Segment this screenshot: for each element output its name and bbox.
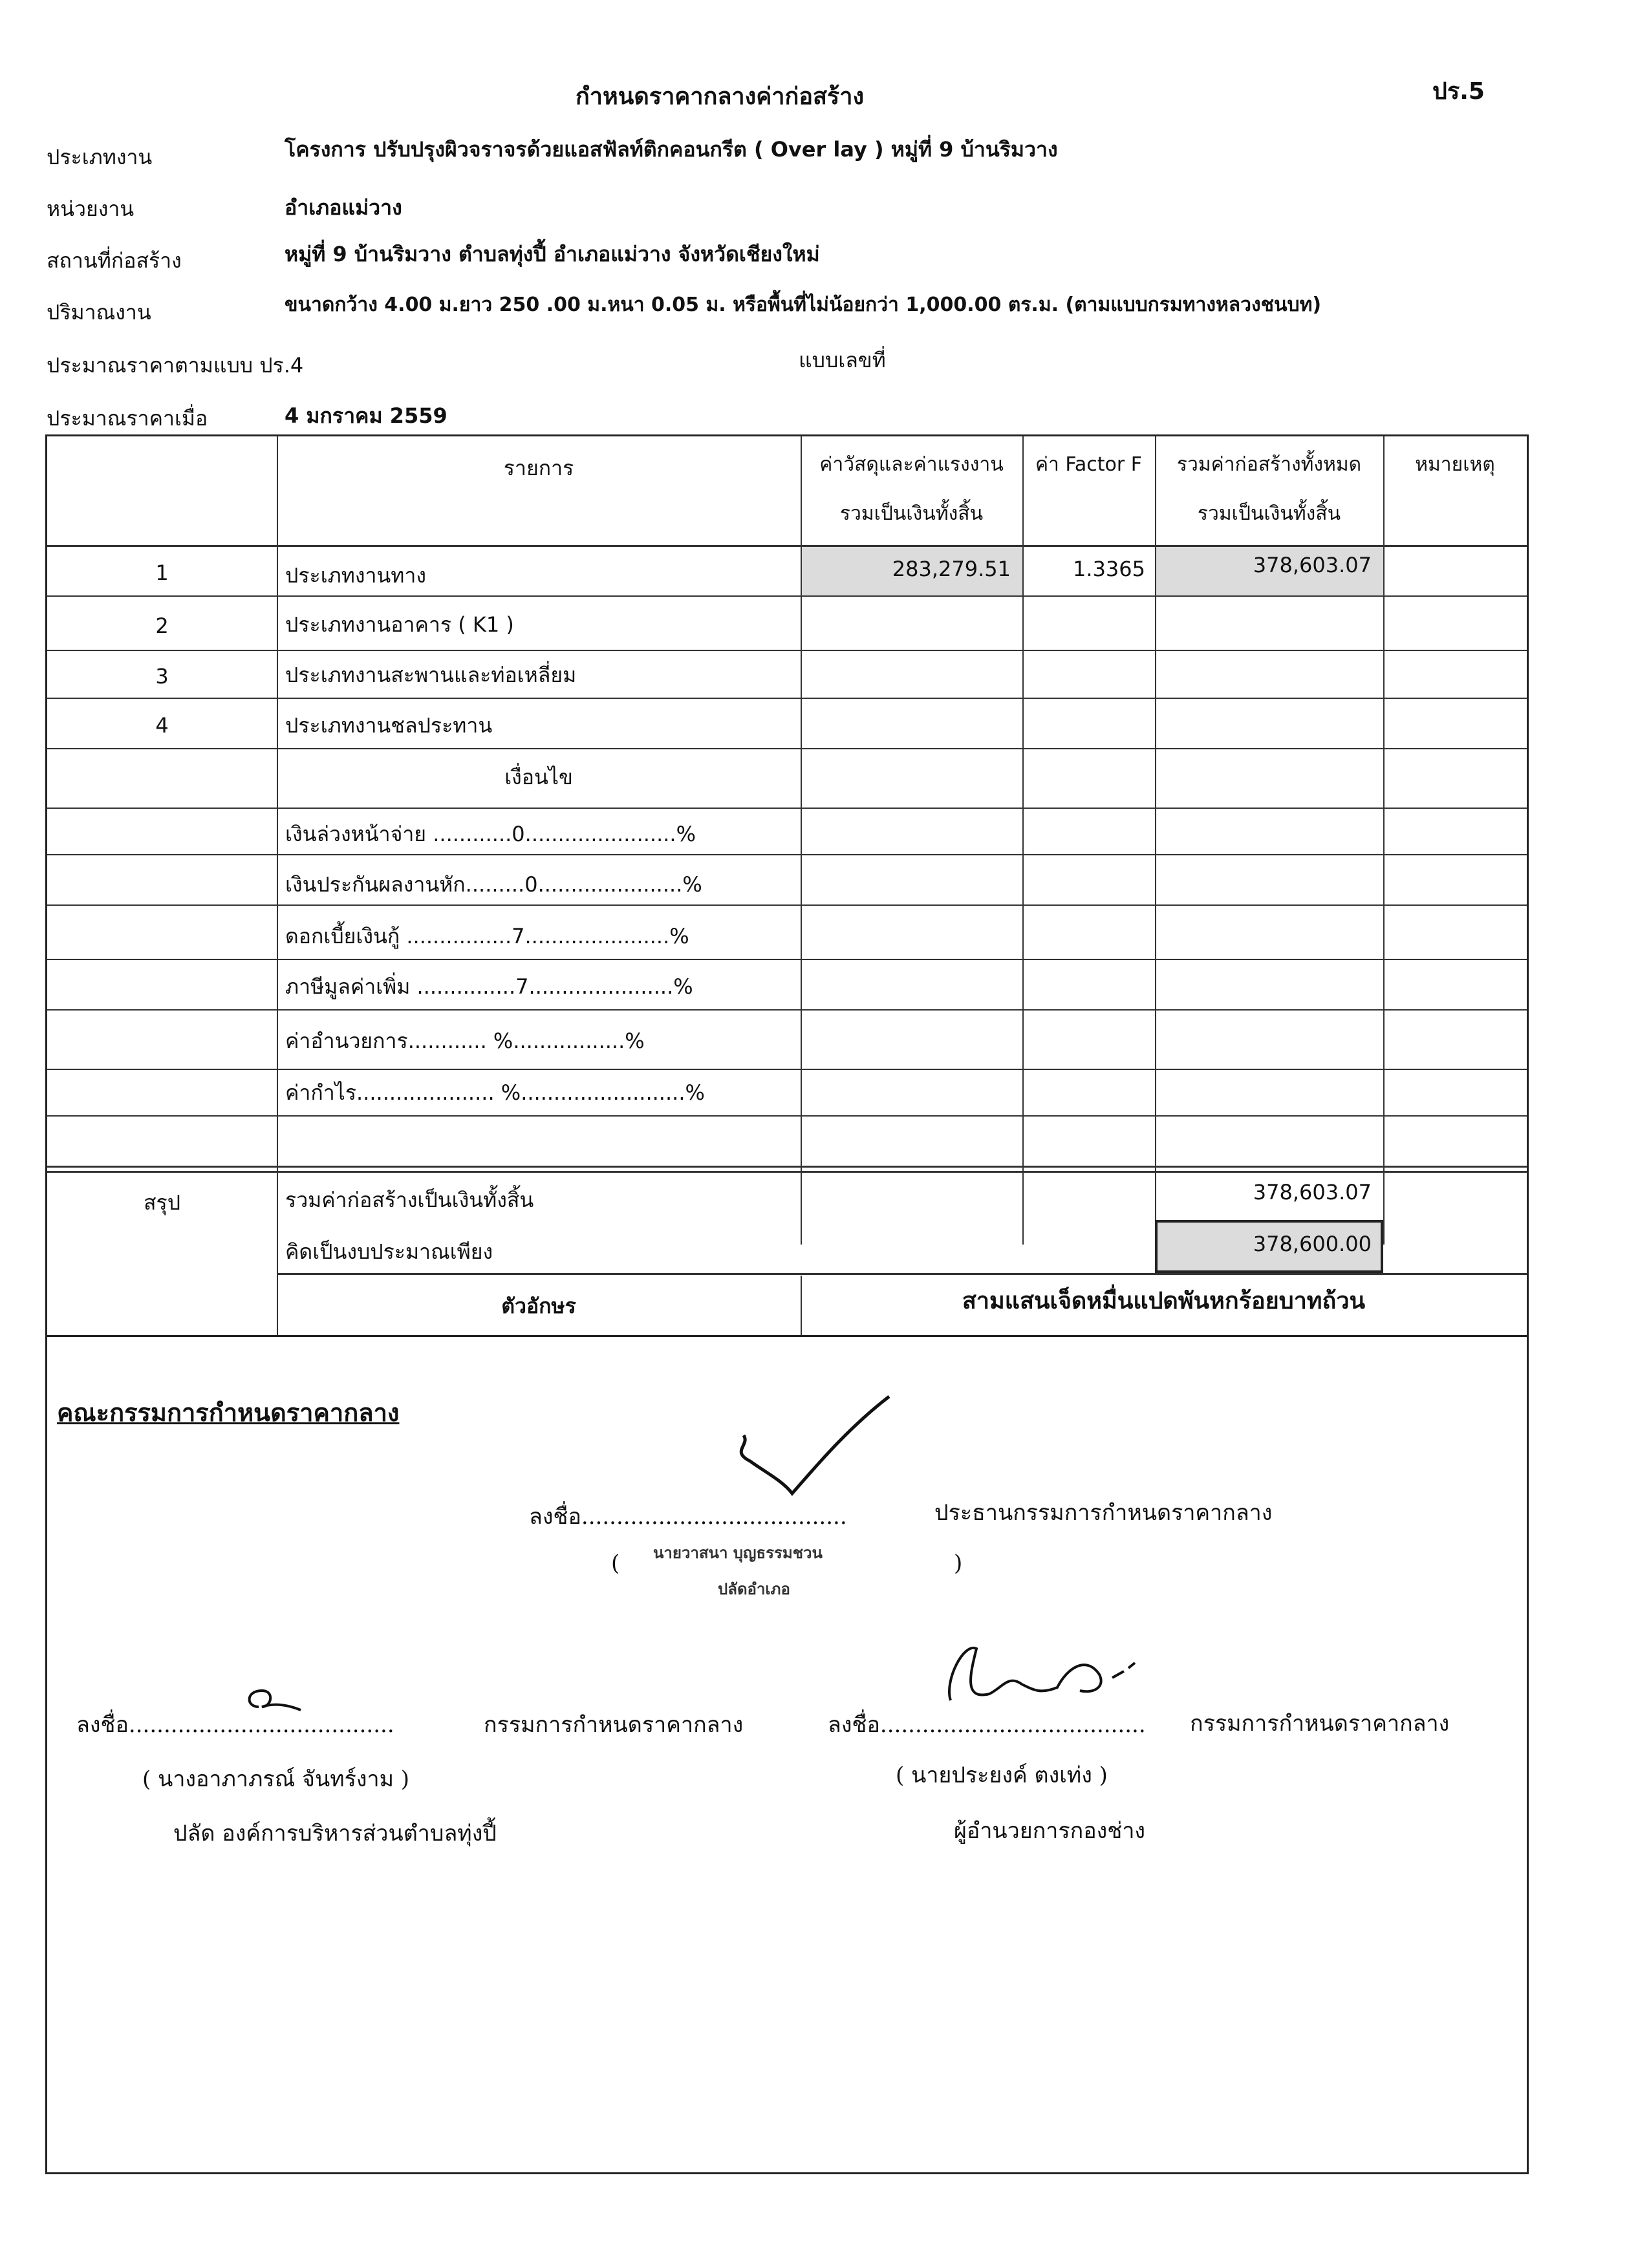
header-items: รายการ — [503, 456, 574, 480]
right-member-name: ( นายประยงค์ ตงเท่ง ) — [896, 1762, 1108, 1788]
row-1-total: 378,603.07 — [1253, 553, 1372, 577]
right-member-signature — [938, 1629, 1151, 1720]
header-materials-1: ค่าวัสดุและค่าแรงงาน — [819, 453, 1004, 476]
condition-overhead: ค่าอำนวยการ............ %.................% — [285, 1029, 645, 1053]
row-2-number: 2 — [155, 614, 169, 638]
condition-advance-payment: เงินล่วงหน้าจ่าย ............0.......................% — [285, 822, 696, 846]
header-total-2: รวมเป็นเงินทั้งสิ้น — [1197, 502, 1341, 525]
chair-name-close: ) — [954, 1550, 963, 1576]
cost-table — [45, 434, 1529, 1337]
conditions-heading: เงื่อนไข — [504, 765, 573, 789]
row-1-materials: 283,279.51 — [892, 557, 1011, 581]
right-member-role: กรรมการกำหนดราคากลาง — [1190, 1711, 1450, 1737]
drawing-number-label: แบบเลขที่ — [799, 348, 886, 372]
form-code: ปร.5 — [1432, 78, 1485, 105]
row-3-item: ประเภทงานสะพานและท่อเหลี่ยม — [285, 663, 577, 687]
row-4-number: 4 — [155, 713, 169, 738]
chair-name-open: ( — [611, 1550, 620, 1576]
summary-total-label: รวมค่าก่อสร้างเป็นเงินทั้งสิ้น — [285, 1188, 534, 1212]
committee-heading: คณะกรรมการกำหนดราคากลาง — [57, 1398, 400, 1427]
left-member-position: ปลัด องค์การบริหารส่วนตำบลทุ่งปี้ — [173, 1821, 497, 1846]
agency-label: หน่วยงาน — [47, 197, 135, 221]
header-remark: หมายเหตุ — [1415, 453, 1495, 476]
left-member-role: กรรมการกำหนดราคากลาง — [484, 1712, 744, 1738]
header-materials-2: รวมเป็นเงินทั้งสิ้น — [839, 502, 984, 525]
project-type-value: โครงการ ปรับปรุงผิวจราจรด้วยแอสฟัลท์ติกคอนกรีต ( Over lay ) หมู่ที่ 9 บ้านริมวาง — [285, 137, 1058, 162]
chair-role: ประธานกรรมการกำหนดราคากลาง — [934, 1500, 1273, 1526]
location-label: สถานที่ก่อสร้าง — [47, 248, 182, 273]
row-2-item: ประเภทงานอาคาร ( K1 ) — [285, 612, 514, 637]
row-3-number: 3 — [155, 664, 169, 689]
quantity-label: ปริมาณงาน — [47, 300, 151, 325]
right-member-position: ผู้อำนวยการกองช่าง — [954, 1818, 1146, 1844]
chair-sign-line: ลงชื่อ...................................... — [529, 1504, 847, 1530]
quantity-value: ขนาดกว้าง 4.00 ม.ยาว 250 .00 ม.หนา 0.05 ม. หรือพื้นที่ไม่น้อยกว่า 1,000.00 ตร.ม. (ตามแบบกรมทางหลวงชนบท) — [285, 294, 1322, 316]
words-value: สามแสนเจ็ดหมื่นแปดพันหกร้อยบาทถ้วน — [962, 1288, 1366, 1314]
document-title: กำหนดราคากลางค่าก่อสร้าง — [576, 83, 865, 110]
summary-total-value: 378,603.07 — [1253, 1180, 1372, 1204]
chair-stamp-name: นายวาสนา บุญธรรมชวน — [653, 1544, 823, 1562]
condition-performance-retention: เงินประกันผลงานหัก.........0......................% — [285, 872, 702, 897]
summary-budget-value: 378,600.00 — [1253, 1232, 1372, 1256]
row-1-number: 1 — [155, 561, 169, 585]
location-value: หมู่ที่ 9 บ้านริมวาง ตำบลทุ่งปี้ อำเภอแม่วาง จังหวัดเชียงใหม่ — [285, 242, 820, 266]
left-member-name: ( นางอาภาภรณ์ จันทร์งาม ) — [142, 1766, 410, 1792]
agency-value: อำเภอแม่วาง — [285, 195, 402, 220]
row-4-item: ประเภทงานชลประทาน — [285, 713, 493, 738]
condition-vat: ภาษีมูลค่าเพิ่ม ...............7......................% — [285, 974, 693, 999]
summary-budget-label: คิดเป็นงบประมาณเพียง — [285, 1239, 493, 1264]
condition-profit: ค่ากำไร..................... %.........................% — [285, 1080, 705, 1105]
row-1-item: ประเภทงานทาง — [285, 563, 426, 588]
estimate-date-label: ประมาณราคาเมื่อ — [47, 406, 208, 431]
project-type-label: ประเภทงาน — [47, 145, 153, 169]
chair-stamp-title: ปลัดอำเภอ — [718, 1580, 790, 1598]
estimate-date-value: 4 มกราคม 2559 — [285, 403, 447, 428]
summary-label: สรุป — [143, 1190, 181, 1215]
estimate-basis-label: ประมาณราคาตามแบบ ปร.4 — [47, 353, 304, 378]
header-factor: ค่า Factor F — [1035, 453, 1143, 476]
words-label: ตัวอักษร — [501, 1294, 576, 1318]
header-total-1: รวมค่าก่อสร้างทั้งหมด — [1176, 453, 1362, 476]
condition-loan-interest: ดอกเบี้ยเงินกู้ ................7......................% — [285, 924, 689, 948]
chair-signature — [731, 1390, 899, 1506]
right-member-sign-line: ลงชื่อ...................................... — [828, 1712, 1146, 1738]
left-member-sign-line: ลงชื่อ...................................... — [76, 1712, 394, 1738]
row-1-factor: 1.3365 — [1073, 557, 1145, 581]
